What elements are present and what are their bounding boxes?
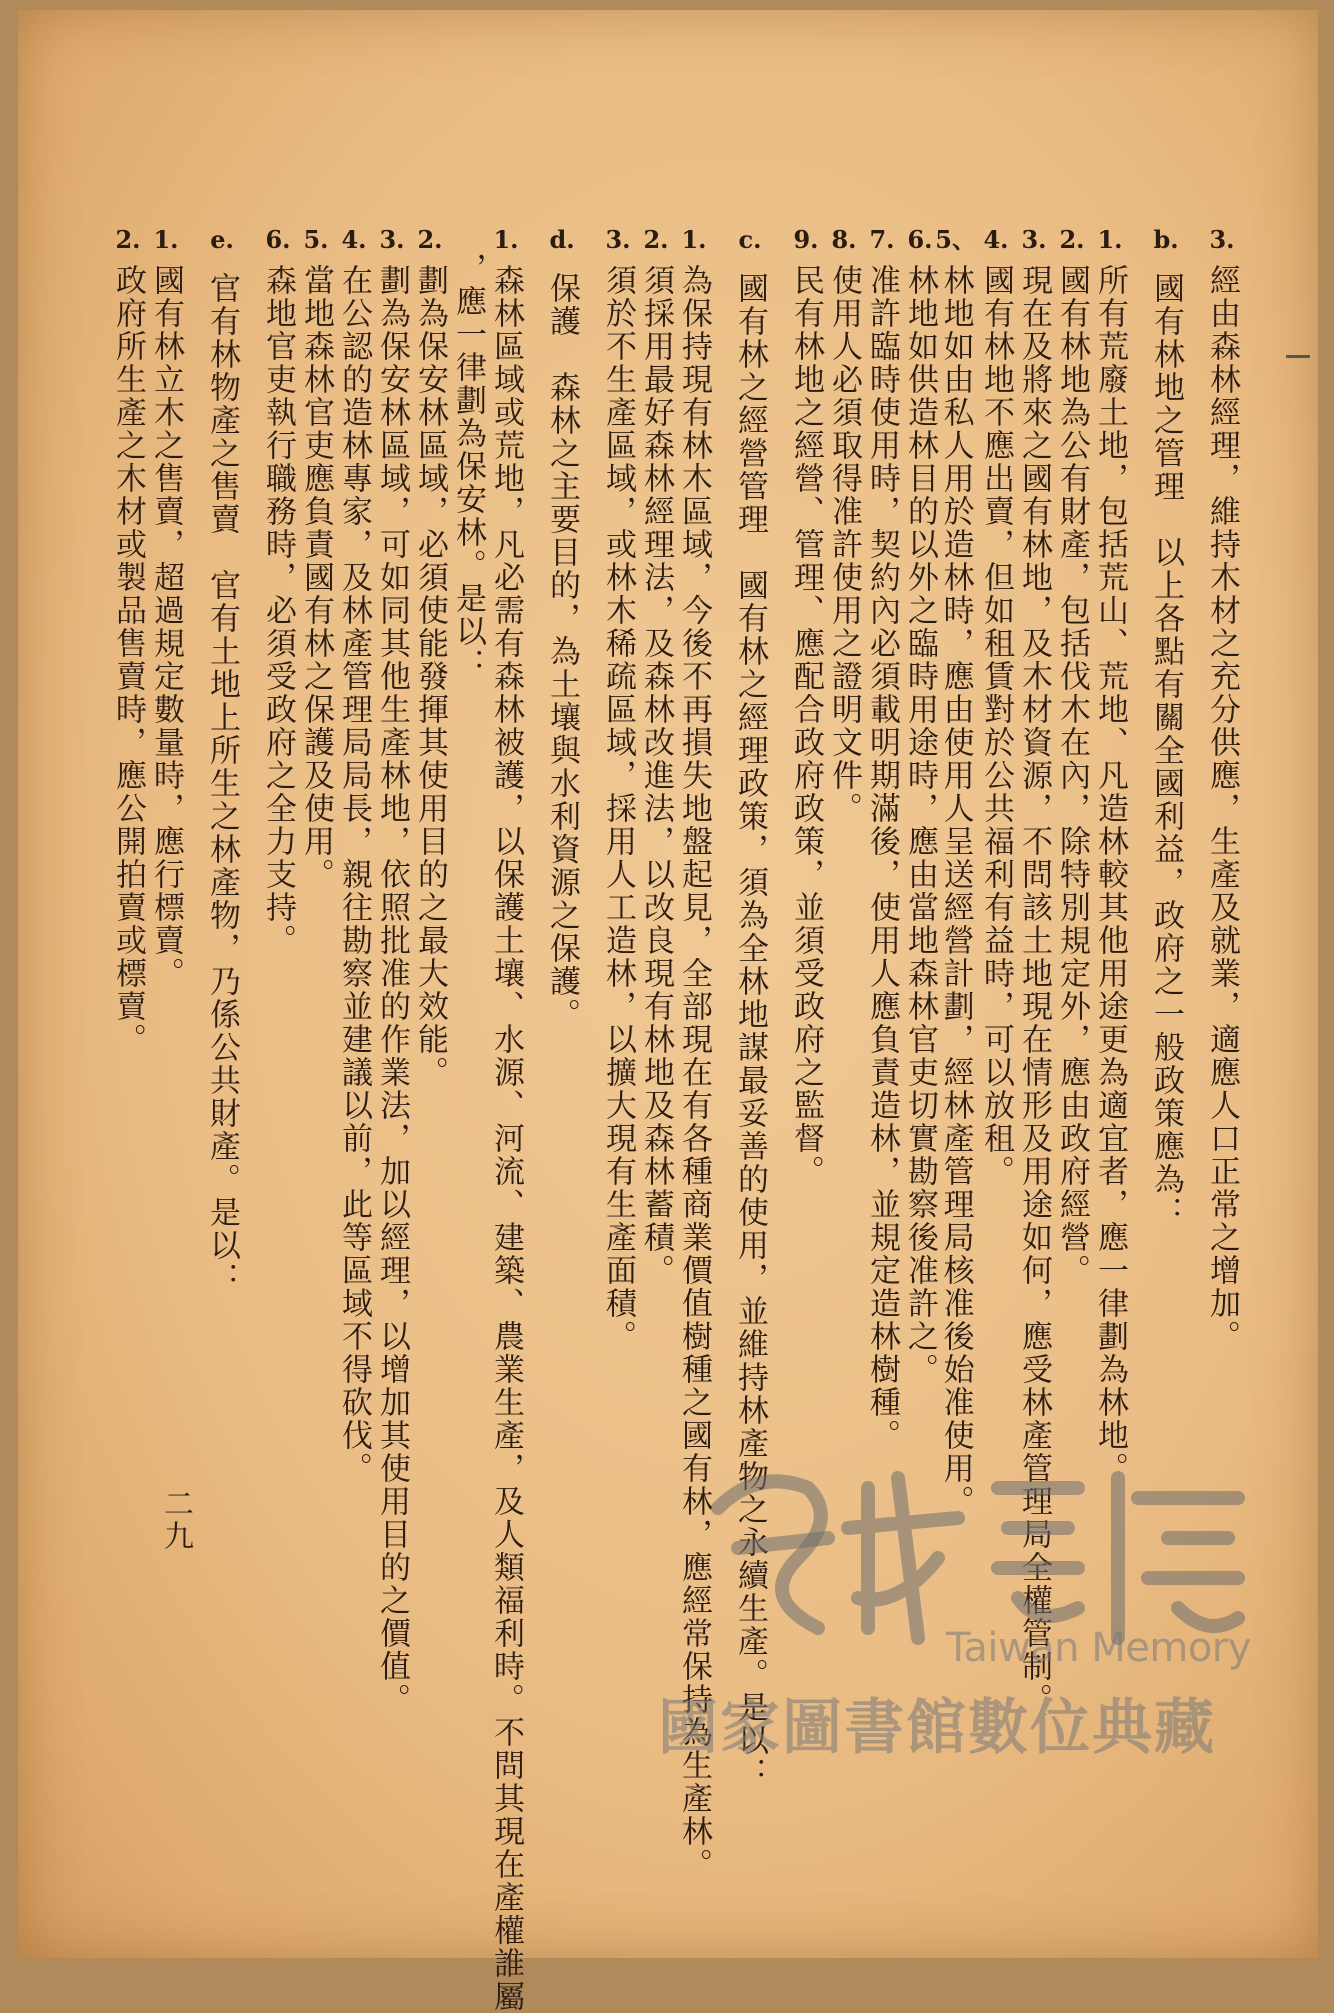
column-text: 政府所生產之木材或製品售賣時，應公開拍賣或標賣。 [110, 264, 146, 1056]
text-column [1092, 222, 1128, 1642]
column-text: 民有林地之經營、管理、應配合政府政策，並須受政府之監督。 [788, 264, 824, 1188]
column-text: 准許臨時使用時，契約內必須載明期滿後，使用人應負責造林，並規定造林樹種。 [864, 264, 900, 1452]
item-marker: 1. [1097, 225, 1123, 254]
watermark-chinese: 國家圖書館數位典藏 [658, 1693, 1216, 1763]
column-text: 劃為保安林區域，必須使能發揮其使用目的之最大效能。 [412, 264, 448, 1089]
text-column [638, 222, 674, 1642]
column-text: 國有林立木之售賣，超過規定數量時，應行標賣。 [148, 264, 184, 990]
text-column [260, 222, 296, 1642]
item-marker: 5、 [935, 225, 976, 254]
text-column [864, 222, 900, 1642]
page-number: 二九 [158, 1488, 193, 1552]
section-heading-column [732, 222, 768, 1790]
text-column [1054, 222, 1090, 1642]
column-text: 森林區域或荒地，凡必需有森林被護，以保護土壤、水源、河流、建築、農業生產，及人類福利時。不問其現在產權誰屬 [488, 264, 524, 2013]
item-marker: 6. [907, 225, 933, 254]
watermark-logo [698, 1448, 1258, 1648]
column-text: 經由森林經理，維持木材之充分供應，生產及就業，適應人口正常之增加。 [1204, 264, 1240, 1353]
item-marker: 4. [983, 225, 1009, 254]
column-text: 林地如由私人用於造林時，應由使用人呈送經營計劃，經林產管理局核准後始准使用。 [937, 264, 974, 1518]
section-heading-column [204, 222, 240, 1642]
text-column [935, 222, 976, 1642]
item-marker: 1. [493, 225, 519, 254]
text-column [826, 222, 862, 1642]
text-column [412, 222, 448, 1642]
text-column [788, 222, 824, 1642]
item-marker: b. [1153, 225, 1179, 254]
text-column [110, 222, 146, 1642]
text-column [902, 222, 938, 1642]
item-marker: 8. [831, 225, 857, 254]
column-text: 現在及將來之國有林地，及木材資源，不問該土地現在情形及用途如何，應受林產管理局全權管制。 [1016, 264, 1052, 1716]
text-column [336, 222, 372, 1642]
item-marker: 2. [1059, 225, 1085, 254]
item-marker: 3. [379, 225, 405, 254]
item-marker: 7. [869, 225, 895, 254]
column-text: 保護 森林之主要目的，為土壤與水利資源之保護。 [544, 272, 580, 1031]
document-page [18, 10, 1318, 2013]
column-text: 國有林地不應出賣，但如租賃對於公共福利有益時，可以放租。 [978, 264, 1014, 1188]
text-column [1016, 222, 1052, 1716]
text-column [148, 222, 184, 1642]
item-marker: 2. [643, 225, 669, 254]
column-text: 國有林地為公有財產，包括伐木在內，除特別規定外，應由政府經營。 [1054, 264, 1090, 1287]
text-column [374, 222, 410, 1716]
item-marker: c. [738, 225, 762, 254]
column-text: 劃為保安林區域，可如同其他生產林地，依照批准的作業法，加以經理，以增加其使用目的之價值。 [374, 264, 410, 1716]
item-marker: 2. [115, 225, 141, 254]
column-text: ，應一律劃為保安林。是以： [450, 252, 486, 681]
item-marker: 9. [793, 225, 819, 254]
item-marker: 3. [1209, 225, 1235, 254]
column-text: 使用人必須取得准許使用之證明文件。 [826, 264, 862, 825]
text-column [978, 222, 1014, 1642]
column-text: 所有荒廢土地，包括荒山、荒地、凡造林較其他用途更為適宜者，應一律劃為林地。 [1092, 264, 1128, 1485]
text-column [1204, 222, 1240, 1642]
column-text: 官有林物產之售賣 官有土地上所生之林產物，乃係公共財產。是以： [204, 272, 240, 1295]
column-text: 須採用最好森林經理法，及森林改進法，以改良現有林地及森林蓄積。 [638, 264, 674, 1287]
item-marker: 3. [1021, 225, 1047, 254]
scan-mark [1286, 355, 1310, 358]
column-text: 林地如供造林目的以外之臨時用途時，應由當地森林官吏切實勘察後准許之。 [902, 264, 938, 1386]
column-text: 國有林之經營管理 國有林之經理政策，須為全林地謀最妥善的使用，並維持林產物之永續生產。是以： [732, 272, 768, 1790]
text-column [600, 222, 636, 1642]
item-marker: 1. [153, 225, 179, 254]
column-text: 須於不生產區域，或林木稀疏區域，採用人工造林，以擴大現有生產面積。 [600, 264, 636, 1353]
column-text: 森地官吏執行職務時，必須受政府之全力支持。 [260, 264, 296, 957]
text-column [450, 222, 486, 1642]
text-column [298, 222, 334, 1642]
item-marker: 1. [681, 225, 707, 254]
item-marker: 3. [605, 225, 631, 254]
section-heading-column [1148, 222, 1184, 1642]
item-marker: e. [210, 225, 234, 254]
item-marker: 5. [303, 225, 329, 254]
item-marker: d. [549, 225, 575, 254]
text-column [676, 222, 712, 1881]
column-text: 在公認的造林專家，及林產管理局局長，親往勘察並建議以前，此等區域不得砍伐。 [336, 264, 372, 1485]
watermark-english: Taiwan Memory [946, 1625, 1251, 1671]
item-marker: 4. [341, 225, 367, 254]
section-heading-column [544, 222, 580, 1642]
item-marker: 6. [265, 225, 291, 254]
column-text: 當地森林官吏應負責國有林之保護及使用。 [298, 264, 334, 891]
item-marker: 2. [417, 225, 443, 254]
column-text: 為保持現有林木區域，今後不再損失地盤起見，全部現在有各種商業價值樹種之國有林，應經常保持為生產林。 [676, 264, 712, 1881]
column-text: 國有林地之管理 以上各點有關全國利益，政府之一般政策應為： [1148, 272, 1184, 1229]
text-column [488, 222, 524, 2013]
